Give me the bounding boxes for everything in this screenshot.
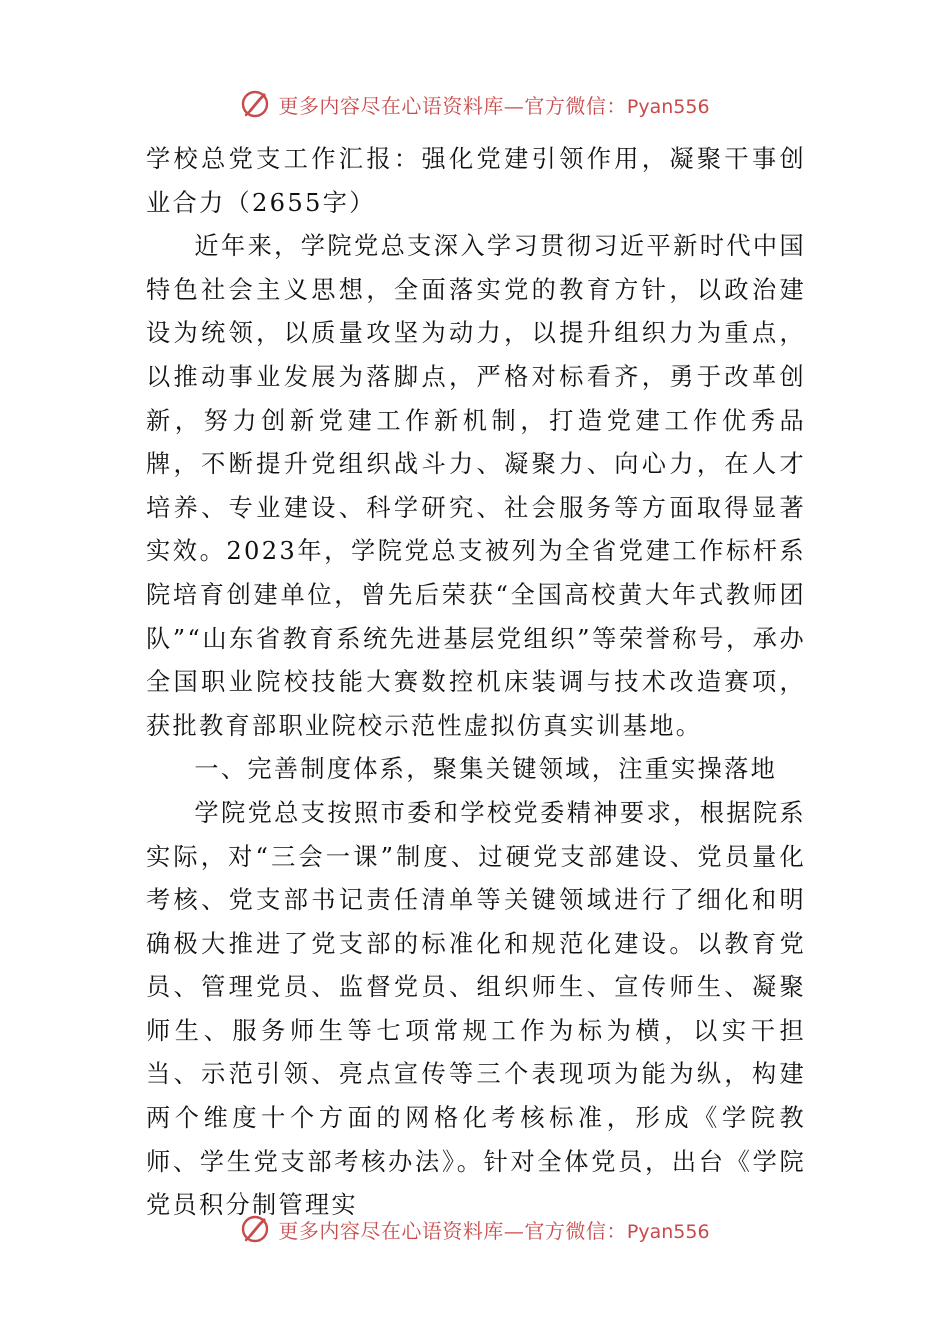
paragraph-section-1: 学院党总支按照市委和学校党委精神要求，根据院系实际，对“三会一课”制度、过硬党支部建设、党员量化考核、党支部书记责任清单等关键领域进行了细化和明确极大推进了党支部的标准化和规范化建设。以教育党员、管理党员、监督党员、组织师生、宣传师生、凝聚师生、服务师生等七项常规工作为标为横，以实干担当、示范引领、亮点宣传等三个表现项为能为纵，构建两个维度十个方面的网格化考核标准，形成《学院教师、学生党支部考核办法》。针对全体党员，出台《学院党员积分制管理实	[146, 798, 806, 1220]
watermark-wechat-id: Pyan556	[626, 1220, 710, 1243]
watermark-text: 更多内容尽在心语资料库—官方微信：	[278, 1218, 627, 1243]
paragraph-intro: 近年来，学院党总支深入学习贯彻习近平新时代中国特色社会主义思想，全面落实党的教育方针，以政治建设为统领，以质量攻坚为动力，以提升组织力为重点，以推动事业发展为落脚点，严格对标看齐，勇于改革创新，努力创新党建工作新机制，打造党建工作优秀品牌，不断提升党组织战斗力、凝聚力、向心力，在人才培养、专业建设、科学研究、社会服务等方面取得显著实效。2023年，学院党总支被列为全省党建工作标杆系院培育创建单位，曾先后荣获“全国高校黄大年式教师团队”“山东省教育系统先进基层党组织”等荣誉称号，承办全国职业院校技能大赛数控机床装调与技术改造赛项，获批教育部职业院校示范性虚拟仿真实训基地。	[146, 232, 806, 740]
document-title: 学校总党支工作汇报：强化党建引领作用，凝聚干事创业合力（2655字）	[146, 145, 806, 217]
watermark-wechat-id: Pyan556	[626, 95, 710, 118]
document-body	[146, 138, 806, 1228]
section-heading-1: 一、完善制度体系，聚集关键领域，注重实操落地	[194, 755, 778, 784]
watermark-header	[0, 84, 950, 124]
watermark-footer	[0, 1209, 950, 1249]
pen-nib-circle-icon	[240, 1212, 274, 1246]
pen-nib-circle-icon	[240, 87, 274, 121]
watermark-text: 更多内容尽在心语资料库—官方微信：	[278, 93, 627, 118]
